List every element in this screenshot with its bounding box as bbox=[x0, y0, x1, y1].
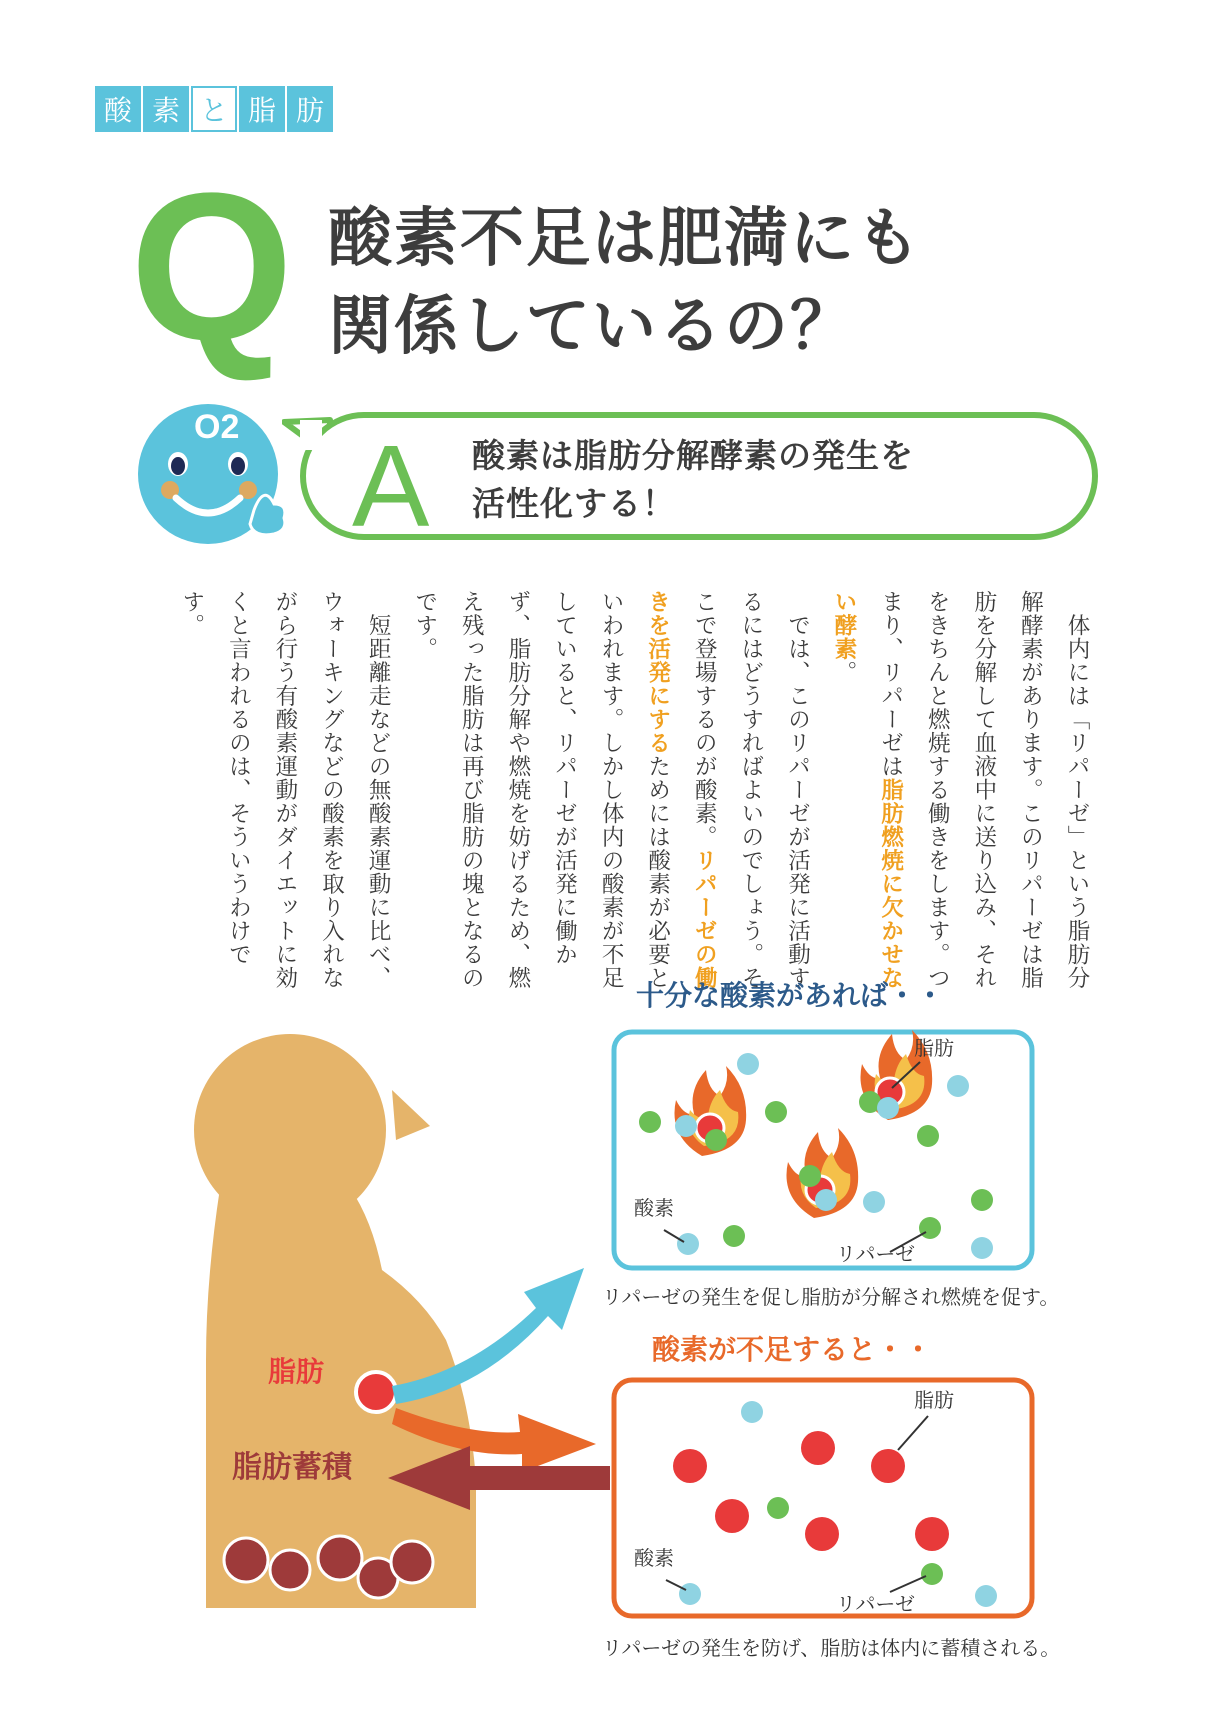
question-line: 酸素不足は肥満にも bbox=[328, 202, 922, 276]
lack-lipase-label: リパーゼ bbox=[836, 1592, 915, 1616]
body-paragraph bbox=[401, 590, 820, 990]
enough-heading: 十分な酸素があれば・・ bbox=[636, 979, 945, 1012]
answer-line: 酸素は脂肪分解酵素の発生を bbox=[472, 436, 914, 475]
body-text-span: 短距離走などの無酸素運動に比べ、ウォーキングなどの酸素を取り入れながら行う有酸素運動がダイエットに効くと言われるのは、そういうわけです。 bbox=[178, 590, 392, 990]
category-label bbox=[95, 86, 333, 132]
body-text-span: 。 bbox=[831, 660, 858, 684]
enough-lipase-label: リパーゼ bbox=[836, 1242, 915, 1266]
enough-oxygen-label: 酸素 bbox=[634, 1196, 674, 1220]
oxygen-fat-diagram bbox=[0, 980, 1225, 1718]
body-text-span: ためには酸素が必要といわれます。しかし体内の酸素が不足していると、リパーゼが活発に働かず、脂肪分解や燃焼を妨げるため、燃え残った脂肪は再び脂肪の塊となるのです。 bbox=[411, 590, 671, 990]
body-paragraph bbox=[168, 590, 401, 990]
category-char: 素 bbox=[143, 86, 189, 132]
highlight-text: 脂肪燃焼に欠かせない酵素 bbox=[831, 590, 904, 990]
person-silhouette bbox=[194, 1034, 476, 1608]
enough-fat-label: 脂肪 bbox=[914, 1036, 954, 1060]
highlight-text: リパーゼの働きを活発にする bbox=[644, 590, 718, 990]
question-title bbox=[328, 195, 1148, 371]
category-char: と bbox=[191, 86, 237, 132]
enough-oxygen-box bbox=[614, 1030, 1032, 1268]
lack-oxygen-label: 酸素 bbox=[634, 1546, 674, 1570]
answer-letter: A bbox=[352, 421, 430, 551]
body-fat-label: 脂肪 bbox=[268, 1355, 325, 1388]
lack-fat-label: 脂肪 bbox=[914, 1388, 954, 1412]
body-paragraph bbox=[820, 590, 1100, 990]
oxygen-mascot-icon bbox=[136, 398, 296, 558]
mascot-label: O2 bbox=[194, 408, 240, 446]
fat-dot bbox=[356, 1372, 396, 1412]
answer-line: 活性化する！ bbox=[472, 484, 676, 523]
category-char: 脂 bbox=[239, 86, 285, 132]
lack-heading: 酸素が不足すると・・ bbox=[652, 1333, 933, 1366]
category-char: 肪 bbox=[287, 86, 333, 132]
enough-caption: リパーゼの発生を促し脂肪が分解され燃焼を促す。 bbox=[602, 1285, 1060, 1309]
body-text bbox=[130, 590, 1100, 990]
lack-caption: リパーゼの発生を防げ、脂肪は体内に蓄積される。 bbox=[602, 1636, 1061, 1660]
fat-accumulation-label: 脂肪蓄積 bbox=[232, 1450, 352, 1485]
body-text-span: 体内には「リパーゼ」という脂肪分解酵素があります。このリパーゼは脂肪を分解して血液中に送り込み、それをきちんと燃焼する働きをします。つまり、リパーゼは bbox=[877, 590, 1090, 990]
question-letter: Q bbox=[130, 149, 294, 384]
body-text-span: では、このリパーゼが活発に活動するにはどうすればよいのでしょう。そこで登場するのが酸素。 bbox=[691, 590, 811, 990]
lack-oxygen-box bbox=[614, 1380, 1032, 1616]
category-char: 酸 bbox=[95, 86, 141, 132]
answer-text bbox=[472, 432, 914, 528]
diagram-graphics bbox=[0, 980, 1225, 1718]
question-line: 関係しているの？ bbox=[328, 290, 856, 364]
